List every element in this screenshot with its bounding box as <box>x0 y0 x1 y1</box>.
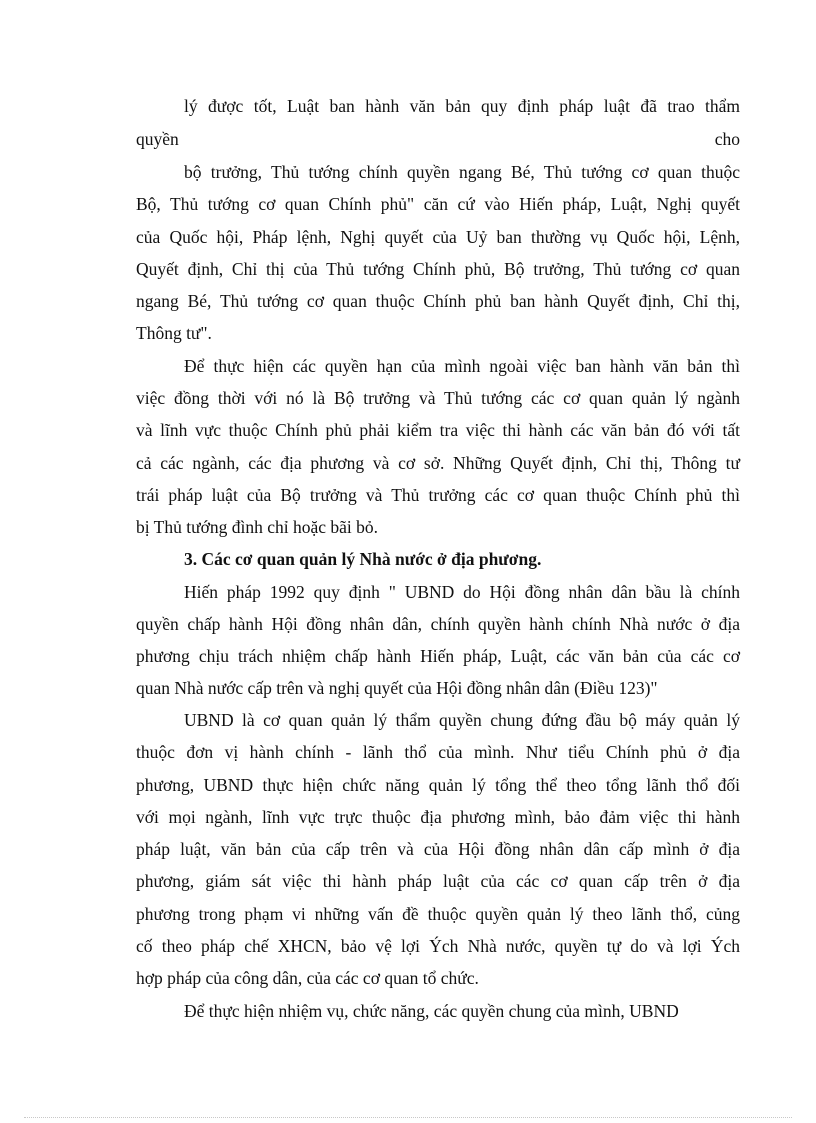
text-line: ngang Bé, Thủ tướng cơ quan thuộc Chính phủ ban hành Quyết định, Chỉ thị, <box>136 291 740 311</box>
text-line: bộ trưởng, Thủ tướng chính quyền ngang Bé, Thủ tướng cơ quan thuộc <box>184 162 740 182</box>
text-line: phương trong phạm vi những vấn đề thuộc quyền quản lý theo lãnh thổ, củng <box>136 904 740 924</box>
text-line: lý được tốt, Luật ban hành văn bản quy định pháp luật đã trao thẩm <box>184 96 740 116</box>
section-heading: 3. Các cơ quan quản lý Nhà nước ở địa phương. <box>184 549 542 569</box>
text-line: quan Nhà nước cấp trên và nghị quyết của Hội đồng nhân dân (Điều 123)" <box>136 678 658 698</box>
text-line: và lĩnh vực thuộc Chính phủ phải kiểm tra việc thi hành các văn bản đó với tất <box>136 420 740 440</box>
text-line: trái pháp luật của Bộ trưởng và Thủ trưởng các cơ quan thuộc Chính phủ thì <box>136 485 740 505</box>
text-line: cả các ngành, các địa phương và cơ sở. Những Quyết định, Chỉ thị, Thông tư <box>136 453 740 473</box>
text-line: Để thực hiện các quyền hạn của mình ngoài việc ban hành văn bản thì <box>184 356 740 376</box>
text-line: bị Thủ tướng đình chỉ hoặc bãi bỏ. <box>136 517 378 537</box>
text-line: Hiến pháp 1992 quy định " UBND do Hội đồng nhân dân bầu là chính <box>184 582 740 602</box>
text-line: của Quốc hội, Pháp lệnh, Nghị quyết của Uỷ ban thường vụ Quốc hội, Lệnh, <box>136 227 740 247</box>
text-line: quyền chấp hành Hội đồng nhân dân, chính quyền hành chính Nhà nước ở địa <box>136 614 740 634</box>
text-line: việc đồng thời với nó là Bộ trưởng và Thủ tướng các cơ quan quản lý ngành <box>136 388 740 408</box>
text-line: cố theo pháp chế XHCN, bảo vệ lợi Ých Nhà nước, quyền tự do và lợi Ých <box>136 936 740 956</box>
text-line: UBND là cơ quan quản lý thẩm quyền chung đứng đầu bộ máy quản lý <box>184 710 740 730</box>
page-bottom-divider <box>24 1117 792 1118</box>
text-line: phương, giám sát việc thi hành pháp luật của các cơ quan cấp trên ở địa <box>136 871 740 891</box>
text-line: phương chịu trách nhiệm chấp hành Hiến pháp, Luật, các văn bản của các cơ <box>136 646 740 666</box>
text-line: hợp pháp của công dân, của các cơ quan tổ chức. <box>136 968 479 988</box>
text-line: Thông tư". <box>136 323 212 343</box>
text-line: quyền cho <box>136 129 740 149</box>
text-line: Để thực hiện nhiệm vụ, chức năng, các quyền chung của mình, UBND <box>184 1001 679 1021</box>
text-line: Quyết định, Chỉ thị của Thủ tướng Chính phủ, Bộ trưởng, Thủ tướng cơ quan <box>136 259 740 279</box>
text-line: Bộ, Thủ tướng cơ quan Chính phủ" căn cứ vào Hiến pháp, Luật, Nghị quyết <box>136 194 740 214</box>
text-line: phương, UBND thực hiện chức năng quản lý tổng thể theo tổng lãnh thổ đối <box>136 775 740 795</box>
text-line: với mọi ngành, lĩnh vực trực thuộc địa phương mình, bảo đảm việc thi hành <box>136 807 740 827</box>
text-line: pháp luật, văn bản của cấp trên và của Hội đồng nhân dân cấp mình ở địa <box>136 839 740 859</box>
text-line: thuộc đơn vị hành chính - lãnh thổ của mình. Như tiểu Chính phủ ở địa <box>136 742 740 762</box>
